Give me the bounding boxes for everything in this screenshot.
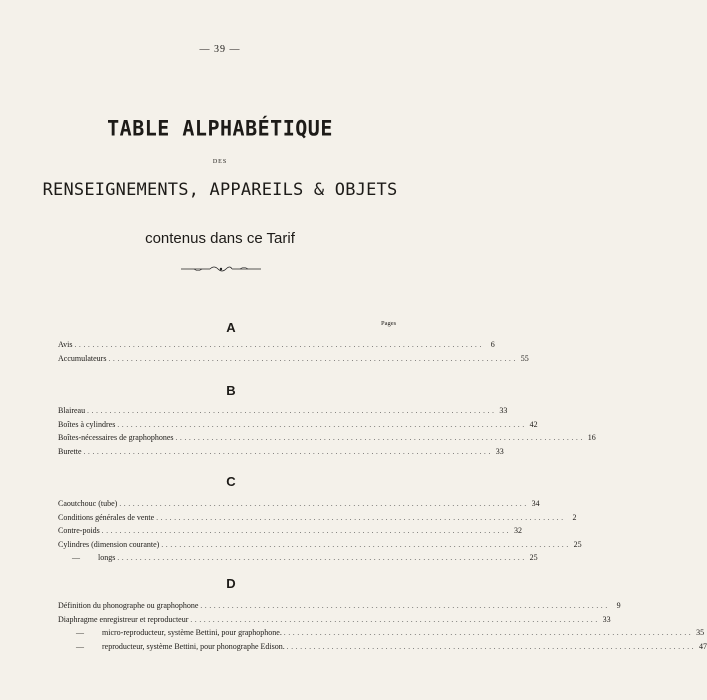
subentry-text: micro-reproducteur, système Bettini, pour graphophone. xyxy=(102,628,282,637)
ditto-dash: — xyxy=(72,553,80,562)
entry-label xyxy=(58,551,115,565)
index-entry xyxy=(58,418,538,432)
entry-label: Blaireau xyxy=(58,406,86,415)
ditto-dash: — xyxy=(76,641,84,651)
dot-leader: . . . . . . . . . . . . . . . . . . . . . . . . . . . . . . . . . . . . . . . . . . . . . . . . . . . . . . . . . . . . . . . . . . . . . . . . . . . . . . . . . . . . . . . . . . . xyxy=(286,642,694,651)
dot-leader: . . . . . . . . . . . . . . . . . . . . . . . . . . . . . . . . . . . . . . . . . . . . . . . . . . . . . . . . . . . . . . . . . . . . . . . . . . . . . . . . . . . . . . . . . . . xyxy=(108,354,516,363)
dot-leader: . . . . . . . . . . . . . . . . . . . . . . . . . . . . . . . . . . . . . . . . . . . . . . . . . . . . . . . . . . . . . . . . . . . . . . . . . . . . . . . . . . . . . . . . . . . xyxy=(200,602,608,610)
section-a xyxy=(58,338,529,365)
index-entry xyxy=(58,338,495,352)
index-entry xyxy=(58,511,577,525)
dot-leader: . . . . . . . . . . . . . . . . . . . . . . . . . . . . . . . . . . . . . . . . . . . . . . . . . . . . . . . . . . . . . . . . . . . . . . . . . . . . . . . . . . . . . . . . . . . xyxy=(161,540,569,549)
dot-leader: . . . . . . . . . . . . . . . . . . . . . . . . . . . . . . . . . . . . . . . . . . . . . . . . . . . . . . . . . . . . . . . . . . . . . . . . . . . . . . . . . . . . . . . . . . . xyxy=(87,407,495,415)
entry-page: 25 xyxy=(529,553,538,562)
entry-page: 35 xyxy=(696,628,705,637)
pages-column-label: Pages xyxy=(381,320,397,327)
page-tagline: contenus dans ce Tarif xyxy=(145,230,295,247)
entry-page: 33 xyxy=(495,446,504,456)
entry-label: Cylindres (dimension courante) xyxy=(58,539,160,549)
dot-leader: . . . . . . . . . . . . . . . . . . . . . . . . . . . . . . . . . . . . . . . . . . . . . . . . . . . . . . . . . . . . . . . . . . . . . . . . . . . . . . . . . . . . . . . . . . . xyxy=(156,513,564,522)
index-entry xyxy=(58,497,540,511)
section-c xyxy=(58,497,582,565)
page-title: TABLE ALPHABÉTIQUE xyxy=(107,115,333,141)
title-connector: DES xyxy=(212,159,228,165)
section-letter-a: A xyxy=(226,320,236,335)
entry-label xyxy=(58,640,285,654)
ditto-dash: — xyxy=(76,628,84,637)
dot-leader: . . . . . . . . . . . . . . . . . . . . . . . . . . . . . . . . . . . . . . . . . . . . . . . . . . . . . . . . . . . . . . . . . . . . . . . . . . . . . . . . . . . . . . . . . . . xyxy=(83,447,491,456)
entry-label: Définition du phonographe ou graphophone xyxy=(58,601,199,610)
dot-leader: . . . . . . . . . . . . . . . . . . . . . . . . . . . . . . . . . . . . . . . . . . . . . . . . . . . . . . . . . . . . . . . . . . . . . . . . . . . . . . . . . . . . . . . . . . . xyxy=(190,615,598,624)
entry-page: 25 xyxy=(573,539,582,549)
section-d xyxy=(58,599,707,653)
entry-label: Avis xyxy=(58,340,73,349)
index-subentry xyxy=(58,626,705,640)
dot-leader: . . . . . . . . . . . . . . . . . . . . . . . . . . . . . . . . . . . . . . . . . . . . . . . . . . . . . . . . . . . . . . . . . . . . . . . . . . . . . . . . . . . . . . . . . . . xyxy=(175,434,583,442)
entry-page: 33 xyxy=(499,406,508,415)
entry-label xyxy=(58,626,282,640)
entry-page: 16 xyxy=(587,433,596,442)
section-letter-d: D xyxy=(226,576,236,591)
entry-label: Boîtes-nécessaires de graphophones xyxy=(58,433,174,442)
ornament-divider-icon xyxy=(180,264,262,274)
section-letter-c: C xyxy=(226,474,236,489)
entry-label: Boîtes à cylindres xyxy=(58,419,116,429)
entry-page: 34 xyxy=(531,499,540,508)
entry-page: 55 xyxy=(520,353,529,363)
entry-label: Burette xyxy=(58,446,82,456)
section-letter-b: B xyxy=(226,383,236,398)
entry-page: 42 xyxy=(529,419,538,429)
index-entry xyxy=(58,613,611,627)
entry-page: 2 xyxy=(572,512,577,522)
subentry-text: reproducteur, système Bettini, pour phonographe Edison. xyxy=(102,641,285,651)
dot-leader: . . . . . . . . . . . . . . . . . . . . . . . . . . . . . . . . . . . . . . . . . . . . . . . . . . . . . . . . . . . . . . . . . . . . . . . . . . . . . . . . . . . . . . . . . . . xyxy=(117,420,525,429)
index-entry xyxy=(58,431,596,445)
section-b xyxy=(58,404,596,458)
entry-label: Diaphragme enregistreur et reproducteur xyxy=(58,614,189,624)
index-subentry xyxy=(58,551,538,565)
entry-page: 9 xyxy=(616,601,621,610)
entry-label: Contre-poids xyxy=(58,526,100,535)
dot-leader: . . . . . . . . . . . . . . . . . . . . . . . . . . . . . . . . . . . . . . . . . . . . . . . . . . . . . . . . . . . . . . . . . . . . . . . . . . . . . . . . . . . . . . . . . . . xyxy=(74,341,482,349)
dot-leader: . . . . . . . . . . . . . . . . . . . . . . . . . . . . . . . . . . . . . . . . . . . . . . . . . . . . . . . . . . . . . . . . . . . . . . . . . . . . . . . . . . . . . . . . . . . xyxy=(119,500,527,508)
entry-label: Caoutchouc (tube) xyxy=(58,499,118,508)
index-entry xyxy=(58,445,504,459)
index-entry xyxy=(58,538,582,552)
entry-page: 33 xyxy=(602,614,611,624)
page-number: — 39 — xyxy=(199,44,241,55)
dot-leader: . . . . . . . . . . . . . . . . . . . . . . . . . . . . . . . . . . . . . . . . . . . . . . . . . . . . . . . . . . . . . . . . . . . . . . . . . . . . . . . . . . . . . . . . . . . xyxy=(283,629,692,637)
entry-label: Accumulateurs xyxy=(58,353,107,363)
dot-leader: . . . . . . . . . . . . . . . . . . . . . . . . . . . . . . . . . . . . . . . . . . . . . . . . . . . . . . . . . . . . . . . . . . . . . . . . . . . . . . . . . . . . . . . . . . . xyxy=(117,554,525,562)
entry-page: 47 xyxy=(699,641,707,651)
index-entry xyxy=(58,404,508,418)
index-subentry xyxy=(58,640,707,654)
entry-page: 32 xyxy=(514,526,523,535)
index-entry xyxy=(58,599,621,613)
page-subtitle: RENSEIGNEMENTS, APPAREILS & OBJETS xyxy=(42,180,398,200)
subentry-text: longs xyxy=(98,553,116,562)
index-entry xyxy=(58,524,523,538)
index-entry xyxy=(58,352,529,366)
entry-label: Conditions générales de vente xyxy=(58,512,155,522)
entry-page: 6 xyxy=(490,340,495,349)
dot-leader: . . . . . . . . . . . . . . . . . . . . . . . . . . . . . . . . . . . . . . . . . . . . . . . . . . . . . . . . . . . . . . . . . . . . . . . . . . . . . . . . . . . . . . . . . . . xyxy=(101,527,510,535)
